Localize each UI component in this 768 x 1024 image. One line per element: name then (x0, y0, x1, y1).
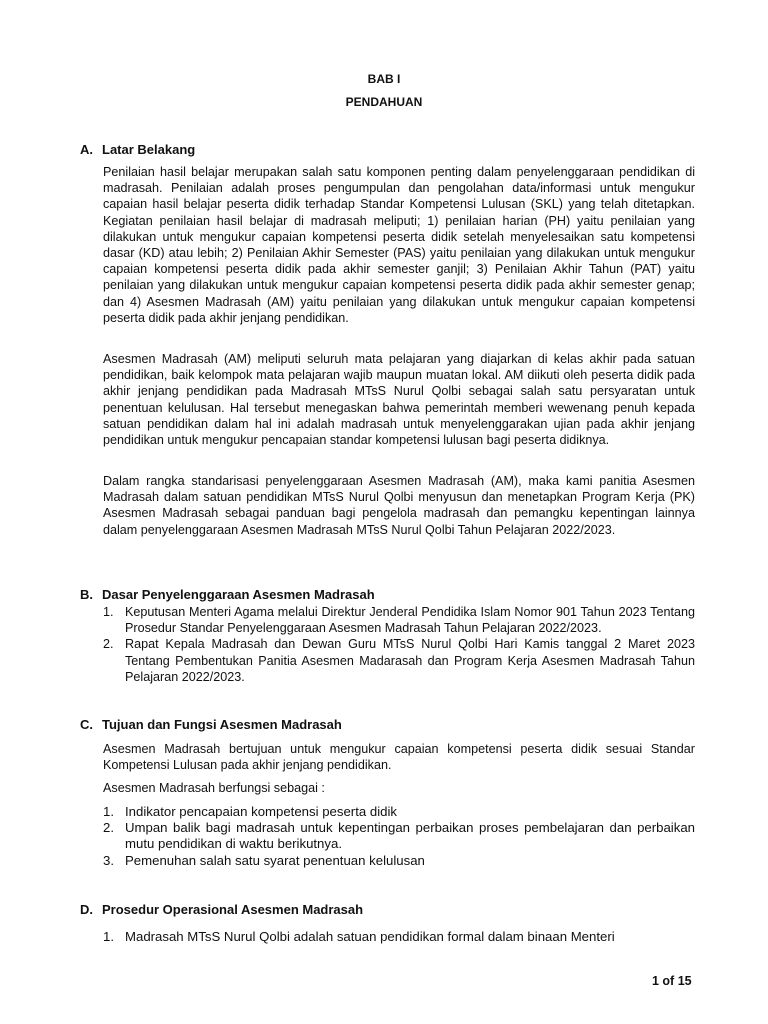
section-c-heading (80, 717, 342, 732)
section-a-title: Latar Belakang (102, 142, 196, 157)
list-item (103, 804, 695, 820)
list-item (103, 820, 695, 852)
section-c-letter: C. (80, 717, 93, 732)
section-b-title: Dasar Penyelenggaraan Asesmen Madrasah (102, 587, 375, 602)
list-item-number: 2. (103, 820, 114, 836)
list-item (103, 636, 695, 685)
page-number: 1 of 15 (652, 974, 692, 988)
list-item-number: 2. (103, 637, 114, 652)
section-c-paragraph: Asesmen Madrasah bertujuan untuk mengukur capaian kompetensi peserta didik sesuai Standar Kompetensi Lulusan pada akhir jenjang pendidikan. (103, 742, 695, 773)
section-a-paragraph-1: Penilaian hasil belajar merupakan salah satu komponen penting dalam penyelenggaraan pendidikan di madrasah. Penilaian adalah proses pengumpulan dan pengolahan data/informasi untuk mengukur capaian hasil belajar peserta didik terhadap Standar Kompetensi Lulusan (SKL) yang telah ditetapkan. Kegiatan penilaian hasil belajar di madrasah meliputi; 1) penilaian harian (PH) yaitu penilaian yang dilakukan untuk mengukur capaian kompetensi peserta didik setelah menyelesaikan satu kompetensi dasar (KD) atau lebih; 2) Penilaian Akhir Semester (PAS) yaitu penilaian yang dilakukan untuk mengukur capaian kompetensi peserta didik pada akhir semester ganjil; 3) Penilaian Akhir Tahun (PAT) yaitu penilaian yang dilakukan untuk mengukur capaian kompetensi peserta didik pada akhir semester genap; dan 4) Asesmen Madrasah (AM) yaitu penilaian yang dilakukan untuk mengukur capaian kompetensi peserta didik pada akhir jenjang pendidikan. (103, 165, 695, 325)
section-b-heading (80, 587, 375, 602)
list-item-text: Keputusan Menteri Agama melalui Direktur Jenderal Pendidika Islam Nomor 901 Tahun 2023 Tentang Prosedur Standar Penyelenggaraan Asesmen Madrasah Tahun Pelajaran 2022/2023. (125, 605, 695, 636)
list-item-text: Madrasah MTsS Nurul Qolbi adalah satuan pendidikan formal dalam binaan Menteri (125, 929, 615, 944)
list-item (103, 929, 695, 945)
section-c-function-intro: Asesmen Madrasah berfungsi sebagai : (103, 781, 325, 795)
section-d-letter: D. (80, 902, 93, 917)
section-a-heading (80, 142, 195, 157)
list-item-text: Pemenuhan salah satu syarat penentuan kelulusan (125, 852, 425, 868)
list-item-number: 1. (103, 605, 114, 619)
section-d-list (103, 929, 695, 945)
chapter-title: PENDAHUAN (345, 95, 423, 109)
list-item-number: 3. (103, 852, 114, 868)
list-item-number: 1. (103, 804, 114, 819)
chapter-label: BAB I (367, 72, 401, 86)
section-b-letter: B. (80, 587, 93, 602)
section-c-list (103, 804, 695, 869)
section-d-title: Prosedur Operasional Asesmen Madrasah (102, 902, 364, 917)
section-a-paragraph-3: Dalam rangka standarisasi penyelenggaraan Asesmen Madrasah (AM), maka kami panitia Asesmen Madrasah dalam satuan pendidikan MTsS Nurul Qolbi menyusun dan menetapkan Program Kerja (PK) Asesmen Madrasah sebagai panduan bagi pengelola madrasah dan pemangku kepentingan lainnya dalam penyelenggaraan Asesmen Madrasah MTsS Nurul Qolbi Tahun Pelajaran 2022/2023. (103, 474, 695, 537)
list-item-text: Indikator pencapaian kompetensi peserta didik (125, 804, 397, 819)
section-b-list (103, 604, 695, 685)
list-item (103, 604, 695, 636)
section-a-paragraph-2: Asesmen Madrasah (AM) meliputi seluruh mata pelajaran yang diajarkan di kelas akhir pada satuan pendidikan, baik kelompok mata pelajaran wajib maupun muatan lokal. AM diikuti oleh peserta didik pada akhir jenjang pendidikan pada Madrasah MTsS Nurul Qolbi sebagai salah satu persyaratan untuk penentuan kelulusan. Hal tersebut menegaskan bahwa pemerintah memberi wewenang penuh kepada satuan pendidikan dalam hal ini adalah madrasah untuk menyelenggarakan ujian pada akhir jenjang pendidikan untuk mengukur pencapaian standar kompetensi lulusan bagi peserta didiknya. (103, 352, 695, 448)
section-a-letter: A. (80, 142, 93, 157)
section-d-heading (80, 902, 363, 917)
list-item (103, 853, 695, 869)
list-item-number: 1. (103, 929, 114, 944)
list-item-text: Rapat Kepala Madrasah dan Dewan Guru MTsS Nurul Qolbi Hari Kamis tanggal 2 Maret 2023 Tentang Pembentukan Panitia Asesmen Madarasah dan Program Kerja Asesmen Madrasah Tahun Pelajaran 2022/2023. (125, 637, 695, 684)
list-item-text: Umpan balik bagi madrasah untuk kepentingan perbaikan proses pembelajaran dan perbaikan mutu pendidikan di waktu berikutnya. (125, 820, 695, 852)
section-c-title: Tujuan dan Fungsi Asesmen Madrasah (102, 717, 342, 732)
